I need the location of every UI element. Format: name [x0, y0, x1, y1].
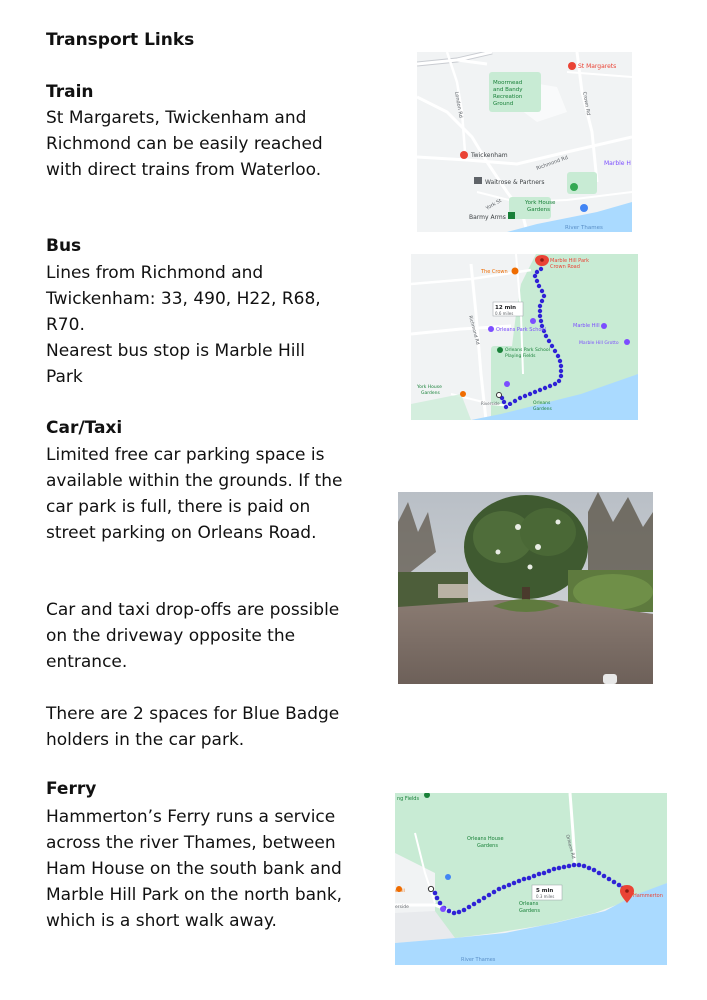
label-barmy-arms: Barmy Arms: [469, 214, 506, 221]
label-and-bandy: and Bandy: [493, 87, 523, 93]
label-york-house-1: York House: [417, 385, 442, 390]
label-orleans-gardens-1: Orleans: [519, 901, 539, 907]
label-marble-hill: Marble Hill: [573, 323, 600, 329]
ferry-heading: Ferry: [46, 779, 97, 799]
label-york-gardens: Gardens: [527, 207, 551, 213]
ferry-walk-time: 5 min: [536, 888, 554, 894]
label-destination-line1: Marble Hill Park: [550, 258, 589, 264]
ferry-route-map: [395, 793, 667, 965]
label-marble-hill-grotto: Marble Hill Grotto: [579, 341, 619, 346]
label-river-thames: River Thames: [461, 957, 496, 963]
label-orleans-rd: Orleans Rd: [564, 834, 576, 860]
ferry-text: Hammerton’s Ferry runs a service across the river Thames, between Ham House on the south bank and Marble Hill Park on the north bank, which is a short walk away.: [46, 807, 343, 931]
label-orleans-school: Orleans Park School: [496, 327, 546, 333]
label-london-rd: London Rd: [453, 91, 464, 119]
label-riverside: Riverside: [481, 401, 500, 406]
label-orleans-fields-2: Playing Fields: [505, 354, 536, 359]
label-marble-hill: Marble H: [604, 160, 631, 167]
driveway-photo: [398, 492, 653, 684]
label-york-house-2: Gardens: [421, 391, 440, 396]
label-york-house: York House: [525, 200, 556, 206]
car-text-blue-badge: There are 2 spaces for Blue Badge holders in the car park.: [46, 704, 340, 750]
ferry-walk-distance: 0.3 miles: [536, 894, 555, 899]
label-the-crown: The Crown: [481, 269, 508, 275]
label-ground: Ground: [493, 101, 514, 107]
label-orleans-gardens-2: Gardens: [519, 908, 540, 914]
label-river-thames: River Thames: [565, 225, 603, 231]
label-waitrose: Waitrose & Partners: [485, 179, 545, 186]
label-recreation: Recreation: [493, 94, 523, 100]
label-playing-fields: ng Fields: [397, 796, 420, 802]
car-text-dropoff: Car and taxi drop-offs are possible on the driveway opposite the entrance.: [46, 600, 340, 672]
car-heading: Car/Taxi: [46, 418, 123, 438]
label-orleans-house-2: Gardens: [477, 843, 498, 849]
label-twickenham: Twickenham: [471, 152, 508, 159]
walk-time: 12 min: [495, 305, 517, 311]
walk-distance: 0.6 miles: [495, 311, 514, 316]
label-richmond-rd: Richmond Rd: [535, 154, 569, 172]
bus-text: Lines from Richmond and Twickenham: 33, 490, H22, R68, R70. Nearest bus stop is Marble Hill Park: [46, 263, 321, 387]
label-orleans-gardens-2: Gardens: [533, 407, 552, 412]
label-pub: swill: [395, 889, 405, 894]
train-text: St Margarets, Twickenham and Richmond can be easily reached with direct trains from Waterloo.: [46, 108, 323, 180]
label-orleans-gardens-1: Orleans: [533, 401, 551, 406]
label-moormead: Moormead: [493, 80, 523, 86]
car-text-parking: Limited free car parking space is available within the grounds. If the car park is full, there is paid on street parking on Orleans Road.: [46, 445, 343, 543]
bus-route-map: [411, 254, 638, 420]
label-riverside: erside: [395, 905, 409, 910]
bus-heading: Bus: [46, 236, 82, 256]
label-hammerton: Hammerton: [633, 893, 663, 899]
label-richmond-rd: Richmond Rd: [467, 315, 480, 346]
label-st-margarets: St Margarets: [578, 63, 617, 70]
page-title: Transport Links: [46, 30, 195, 50]
label-orleans-house-1: Orleans House: [467, 836, 504, 842]
label-destination-line2: Crown Road: [550, 264, 580, 270]
label-york-st: York St: [485, 197, 503, 212]
train-map: [417, 52, 632, 232]
label-orleans-fields-1: Orleans Park School: [505, 348, 550, 353]
train-heading: Train: [46, 82, 94, 102]
label-crown-rd: Crown Rd: [581, 91, 592, 116]
